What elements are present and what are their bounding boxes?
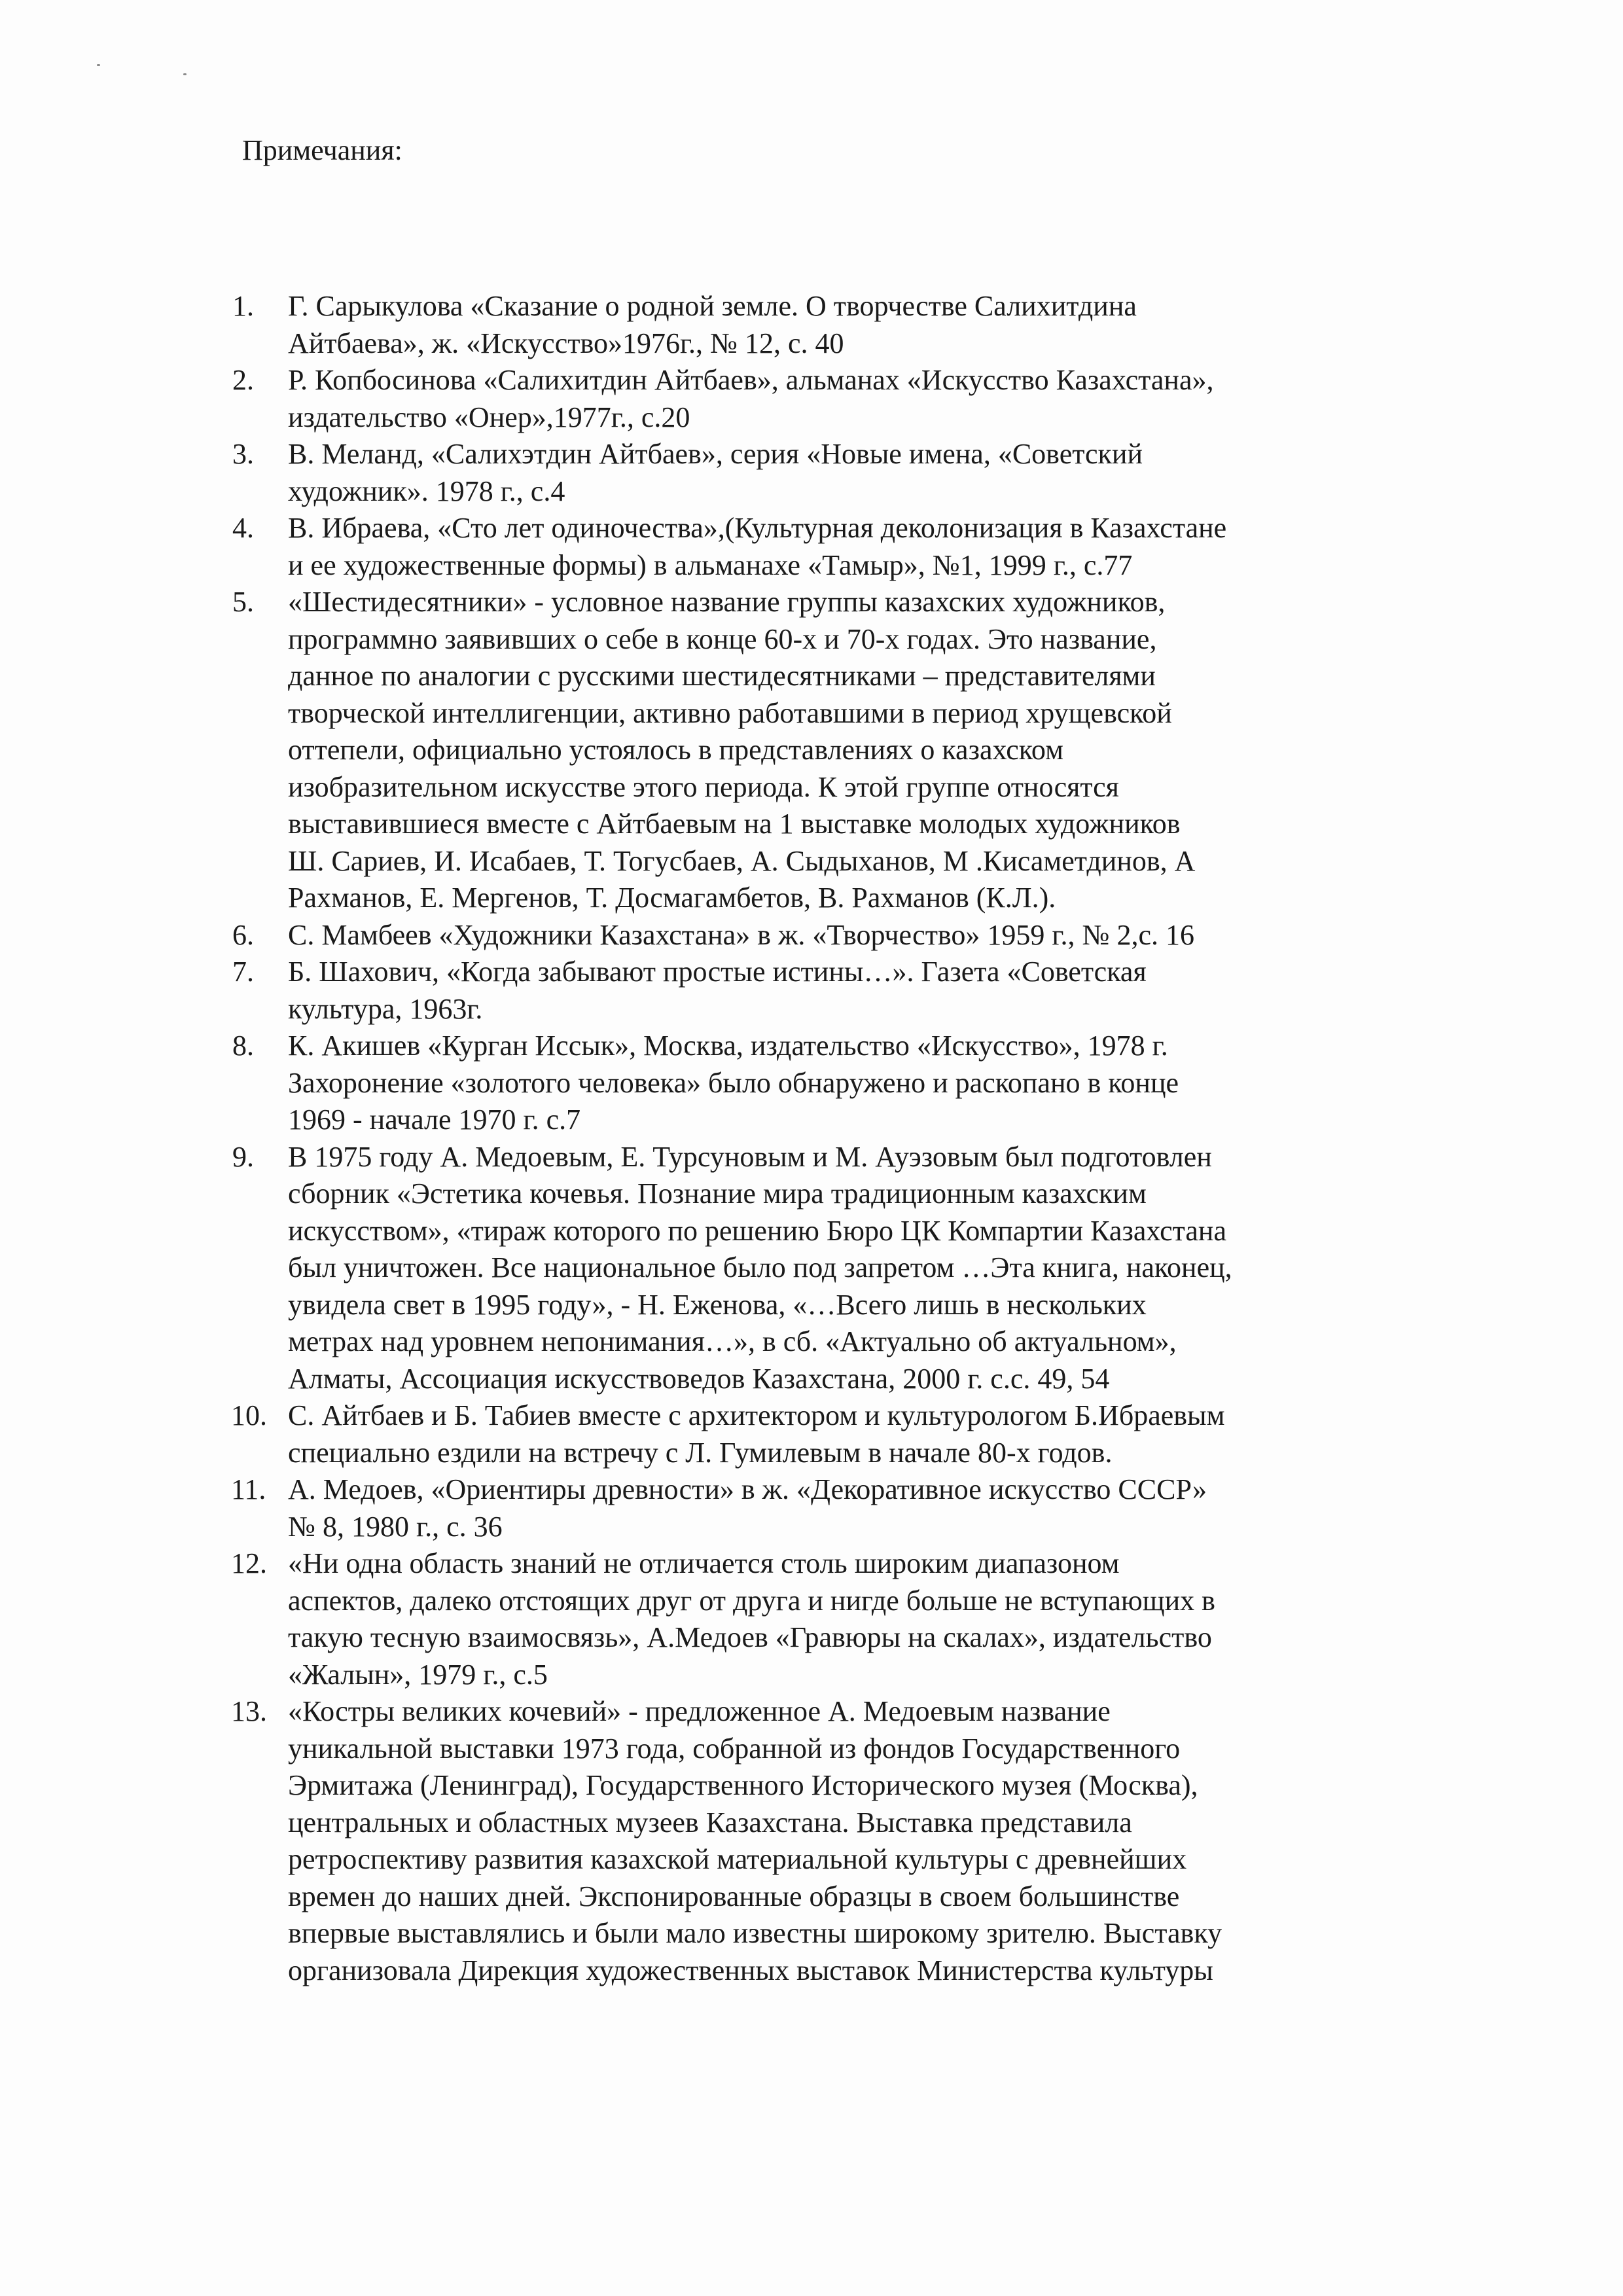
note-item xyxy=(232,1028,1378,1139)
note-text: В 1975 году А. Медоевым, Е. Турсуновым и М. Ауэзовым был подготовлен сборник «Эстетика кочевья. Познание мира традиционным казахским искусством», «тираж которого по решению Бюро ЦК Компартии Казахстана был уничтожен. Все национальное было под запретом …Эта книга, наконец, увидела свет в 1995 году», - Н. Еженова, «…Всего лишь в нескольких метрах над уровнем непонимания…», в сб. «Актуально об актуальном», Алматы, Ассоциация искусствоведов Казахстана, 2000 г. с.с. 49, 54 xyxy=(288,1140,1232,1395)
note-text: Р. Копбосинова «Салихитдин Айтбаев», альманах «Искусство Казахстана», издательство «Онер»,1977г., с.20 xyxy=(288,364,1214,433)
note-number: 2. xyxy=(232,364,254,396)
note-text: С. Мамбеев «Художники Казахстана» в ж. «Творчество» 1959 г., № 2,с. 16 xyxy=(288,918,1194,951)
note-item xyxy=(232,1471,1378,1545)
note-text: «Костры великих кочевий» - предложенное А. Медоевым название уникальной выставки 1973 года, собранной из фондов Государственного Эрмитажа (Ленинград), Государственного Исторического музея (Москва), центральных и областных музеев Казахстана. Выставка представила ретроспективу развития казахской материальной культуры с древнейших времен до наших дней. Экспонированные образцы в своем большинстве впервые выставлялись и были мало известны широкому зрителю. Выставку организовала Дирекция художественных выставок Министерства культуры xyxy=(288,1695,1222,1986)
scan-speck xyxy=(97,64,100,66)
scan-speck xyxy=(183,73,187,75)
note-text: К. Акишев «Курган Иссык», Москва, издательство «Искусство», 1978 г. Захоронение «золотого человека» было обнаружено и раскопано в конце 1969 - начале 1970 г. с.7 xyxy=(288,1030,1179,1136)
note-text: Б. Шахович, «Когда забывают простые истины…». Газета «Советская культура, 1963г. xyxy=(288,956,1147,1025)
note-item xyxy=(232,584,1378,917)
note-number: 13. xyxy=(231,1695,267,1727)
note-number: 12. xyxy=(231,1547,267,1579)
note-item xyxy=(232,1139,1378,1398)
note-number: 11. xyxy=(231,1473,266,1505)
note-text: В. Меланд, «Салихэтдин Айтбаев», серия «Новые имена, «Советский художник». 1978 г., с.4 xyxy=(288,438,1143,507)
note-number: 6. xyxy=(232,918,254,951)
note-text: В. Ибраева, «Сто лет одиночества»,(Культурная деколонизация в Казахстане и ее художественные формы) в альманахе «Тамыр», №1, 1999 г., с.77 xyxy=(288,512,1227,581)
note-item xyxy=(232,917,1378,954)
note-item xyxy=(232,510,1378,584)
note-number: 1. xyxy=(232,290,254,322)
notes-list xyxy=(232,288,1378,1989)
note-item xyxy=(232,362,1378,436)
note-item xyxy=(232,1545,1378,1693)
note-number: 5. xyxy=(232,586,254,618)
note-text: Г. Сарыкулова «Сказание о родной земле. О творчестве Салихитдина Айтбаева», ж. «Искусство»1976г., № 12, с. 40 xyxy=(288,290,1137,359)
note-text: «Шестидесятники» - условное название группы казахских художников, программно заявивших о себе в конце 60-х и 70-х годах. Это название, данное по аналогии с русскими шестидесятниками – представителями творческой интеллигенции, активно работавшими в период хрущевской оттепели, официально устоялось в представлениях о казахском изобразительном искусстве этого периода. К этой группе относятся выставившиеся вместе с Айтбаевым на 1 выставке молодых художников Ш. Сариев, И. Исабаев, Т. Тогусбаев, А. Сыдыханов, М .Кисаметдинов, А Рахманов, Е. Мергенов, Т. Досмагамбетов, В. Рахманов (К.Л.). xyxy=(288,586,1196,914)
note-number: 9. xyxy=(232,1140,254,1173)
note-text: С. Айтбаев и Б. Табиев вместе с архитектором и культурологом Б.Ибраевым специально ездили на встречу с Л. Гумилевым в начале 80-х годов. xyxy=(288,1399,1225,1469)
note-number: 3. xyxy=(232,438,254,470)
page-heading: Примечания: xyxy=(242,134,402,166)
note-item xyxy=(232,1693,1378,1989)
note-item xyxy=(232,954,1378,1028)
note-number: 8. xyxy=(232,1030,254,1062)
note-number: 7. xyxy=(232,956,254,988)
note-number: 4. xyxy=(232,512,254,544)
note-text: А. Медоев, «Ориентиры древности» в ж. «Декоративное искусство СССР» № 8, 1980 г., с. 36 xyxy=(288,1473,1207,1543)
note-number: 10. xyxy=(231,1399,267,1431)
note-item xyxy=(232,1397,1378,1471)
note-item xyxy=(232,288,1378,362)
note-text: «Ни одна область знаний не отличается столь широким диапазоном аспектов, далеко отстоящих друг от друга и нигде больше не вступающих в такую тесную взаимосвязь», А.Медоев «Гравюры на скалах», издательство «Жалын», 1979 г., с.5 xyxy=(288,1547,1215,1691)
note-item xyxy=(232,436,1378,510)
